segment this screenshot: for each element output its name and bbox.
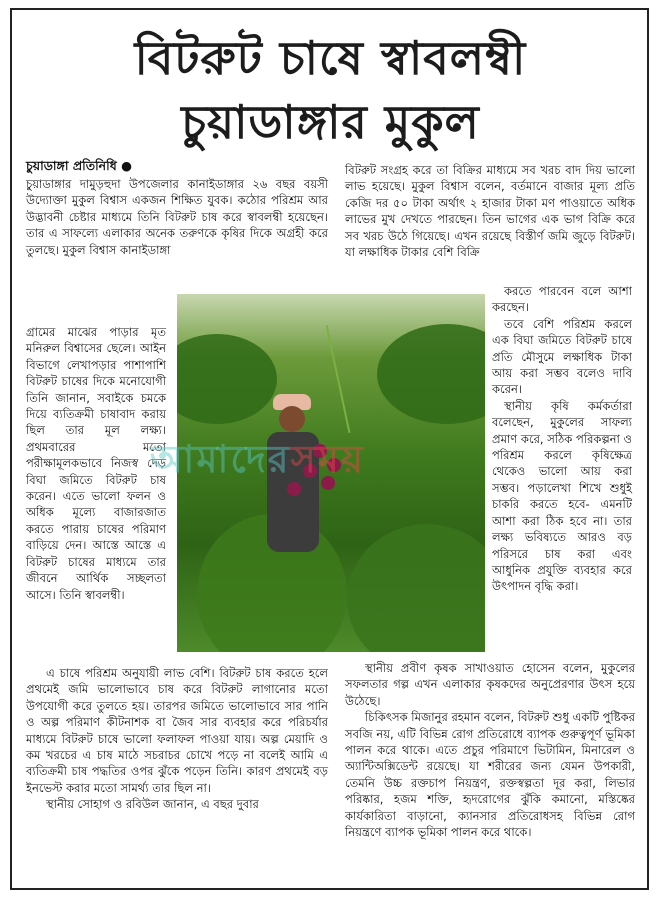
column-1-intro xyxy=(26,176,328,258)
paragraph: চিকিৎসক মিজানুর রহমান বলেন, বিটরুট শুধু একটি পুষ্টিকর সবজি নয়, এটি বিভিন্ন রোগ প্রতিরোধে ব্যাপক গুরুত্বপূর্ণ ভূমিকা পালন করে থাকে। এতে প্রচুর পরিমাণে ভিটামিন, মিনারেল ও অ্যান্টিঅক্সিডেন্ট রয়েছে। যা শরীরের জন্য যেমন উপকারী, তেমনি উচ্চ রক্তচাপ নিয়ন্ত্রণ, রক্তস্বল্পতা দূর করা, লিভার পরিষ্কার, হজম শক্তি, হৃদরোগের ঝুঁকি কমানো, মস্তিষ্কের কার্যকারিতা বাড়ানো, ক্যানসার প্রতিরোধসহ বিভিন্ন রোগ নিয়ন্ত্রণে ব্যাপক ভূমিকা পালন করে থাকে। xyxy=(345,710,635,840)
column-2-narrow xyxy=(492,283,632,595)
byline: চুয়াডাঙ্গা প্রতিনিধি ● xyxy=(26,158,132,173)
paragraph: এ চাষে পরিশ্রম অনুযায়ী লাভ বেশি। বিটরুট চাষ করতে হলে প্রথমেই জমি ভালোভাবে চাষ করে বিটরুট লাগানোর মতো উপযোগী করে তুলতে হয়। তারপর জমিতে ভালোভাবে সার পানি ও অল্প পরিমাণ কীটনাশক বা জৈব সার ব্যবহার করে পরিচর্যার মাধ্যমে বিটরুট চাষে ভালো ফলাফল পাওয়া যায়। অল্প মেয়াদি ও কম খরচের এ চাষ মাঠে সচরাচর চোখে পড়ে না বলেই আমি এ ব্যতিক্রমী চাষ পদ্ধতির ওপর ঝুঁকে পড়েন তিনি। কারণ প্রথমেই বড় ইনভেস্ট করার মতো সামর্থ্য তার ছিল না। xyxy=(26,666,328,795)
foliage xyxy=(347,524,485,652)
plant-stalk xyxy=(326,325,351,433)
paragraph: বিটরুট সংগ্রহ করে তা বিক্রির মাধ্যমে সব খরচ বাদ দিয় ভালো লাভ হয়েছে। মুকুল বিশ্বাস বলেন, বর্তমানে বাজার মূল্য প্রতি কেজি দর ৫০ টাকা অর্থাৎ ২ হাজার টাকা মণ পাওয়াতে অধিক লাভের মুখ দেখতে পারছেন। তিন ভাগের এক ভাগ বিক্রি করে সব খরচ উঠে গিয়েছে। এখন রয়েছে বিস্তীর্ণ জমি জুড়ে বিটরুট। যা লক্ষাধিক টাকার বেশি বিক্রি xyxy=(345,163,635,260)
column-2-bottom xyxy=(345,660,635,840)
paragraph: স্থানীয় প্রবীণ কৃষক সাখাওয়াত হোসেন বলেন, মুকুলের সফলতার গল্প এখন এলাকার কৃষকদের অনুপ্রেরণার উৎস হয়ে উঠেছে। xyxy=(345,661,635,708)
column-1-narrow xyxy=(26,324,166,603)
foliage xyxy=(177,334,277,424)
headline-line-1: বিটরুট চাষে স্বাবলম্বী xyxy=(134,31,527,85)
farmer-head xyxy=(279,406,305,432)
paragraph: গ্রামের মাঝের পাড়ার মৃত মনিরুল বিশ্বাসের ছেলে। আইন বিভাগে লেখাপড়ার পাশাপাশি বিটরুট চাষের দিকে মনোযোগী তিনি জানান, সবাইকে চমকে দিয়ে ব্যতিক্রমী চাষাবাদ করায় ছিল তার মূল লক্ষ্য। প্রথমবারের মতো পরীক্ষামূলকভাবে নিজস্ব দেড় বিঘা জমিতে বিটরুট চাষ করেন। এতে ভালো ফলন ও অধিক মূল্যে বাজারজাত করতে পারায় চাষের পরিমাণ বাড়িয়ে দেন। আস্তে আস্তে এ বিটরুট চাষের মাধ্যমে তার জীবনে আর্থিক সচ্ছলতা আসে। তিনি স্বাবলম্বী। xyxy=(26,325,166,602)
paragraph: চুয়াডাঙ্গার দামুড়হুদা উপজেলার কানাইডাঙ্গার ২৬ বছর বয়সী উদ্যোক্তা মুকুল বিশ্বাস একজন শিক্ষিত যুবক। কঠোর পরিশ্রম আর উদ্ভাবনী চেষ্টার মাধ্যমে তিনি বিটরুট চাষ করে স্বাবলম্বী হয়েছেন। তার এ সাফল্যে এলাকার অনেক তরুণকে কৃষির দিকে অগ্রহী করে তুলছে। মুকুল বিশ্বাস কানাইডাঙ্গা xyxy=(26,177,328,257)
paragraph: স্থানীয় কৃষি কর্মকর্তারা বলেছেন, মুকুলের সাফল্য প্রমাণ করে, সঠিক পরিকল্পনা ও পরিশ্রম করলে কৃষিক্ষেত্র থেকেও ভালো আয় করা সম্ভব। পড়ালেখা শিখে শুধুই চাকরি করতে হবে- এমনটি আশা করা ঠিক হবে না। তার লক্ষ্য ভবিষ্যতে আরও বড় পরিসরে চাষ করা এবং আধুনিক প্রযুক্তি ব্যবহার করে উৎপাদন বৃদ্ধি করা। xyxy=(492,398,632,594)
paragraph: তবে বেশি পরিশ্রম করলে এক বিঘা জমিতে বিটরুট চাষে প্রতি মৌসুমে লক্ষাধিক টাকা আয় করা সম্ভব বলেও দাবি করেন। xyxy=(492,316,632,397)
foliage xyxy=(377,324,485,424)
column-2-top xyxy=(345,162,635,260)
watermark xyxy=(150,430,365,494)
paragraph: করতে পারবেন বলে আশা করছেন। xyxy=(492,284,632,315)
watermark-part-2: সময় xyxy=(290,437,366,481)
headline-line-2: চুয়াডাঙ্গার মুকুল xyxy=(181,95,480,149)
watermark-part-1: আমাদের xyxy=(150,437,291,481)
column-1-bottom xyxy=(26,665,328,813)
paragraph: স্থানীয় সোহাগ ও রবিউল জানান, এ বছর দুবার xyxy=(46,797,259,812)
